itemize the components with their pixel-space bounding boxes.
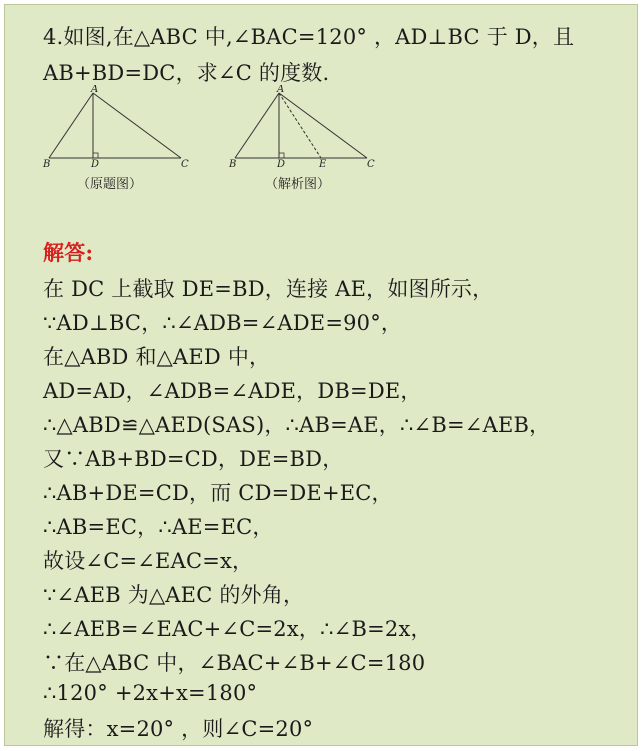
segment-ac [93,93,181,158]
solution-line: 在 DC 上截取 DE=BD，连接 AE，如图所示， [43,277,494,301]
problem-line-1: 4.如图,在△ABC 中,∠BAC=120° ，AD⊥BC 于 D，且 [43,25,575,49]
problem-line-2: AB+BD=DC，求∠C 的度数. [43,61,330,85]
analysis-triangle-figure [227,85,387,170]
point-label-b: B [229,159,237,170]
solution-line: AD=AD，∠ADB=∠ADE，DB=DE， [43,379,422,403]
point-label-d: D [91,159,100,170]
solution-heading: 解答: [43,240,94,265]
point-label-c: C [367,159,375,170]
solution-line: ∵∠AEB 为△AEC 的外角， [43,583,305,607]
segment-ab [235,93,279,158]
original-triangle-figure [41,85,201,170]
segment-ab [49,93,93,158]
point-label-d: D [277,159,286,170]
point-label-a: A [277,85,285,95]
segment-ac [279,93,367,158]
analysis-figure-caption: （解析图） [265,177,331,192]
solution-line: ∴AB=EC，∴AE=EC， [43,515,274,539]
solution-line: 解得：x=20° ，则∠C=20° [43,717,314,741]
point-label-c: C [181,159,189,170]
segment-ae-dashed [279,93,321,158]
solution-line: 在△ABD 和△AED 中， [43,345,271,369]
solution-line: 又∵AB+BD=CD，DE=BD， [43,447,344,471]
solution-line: ∵AD⊥BC，∴∠ADB=∠ADE=90°， [43,311,403,335]
solution-line: ∴∠AEB=∠EAC+∠C=2x，∴∠B=2x， [43,617,432,641]
solution-line: ∵在△ABC 中，∠BAC+∠B+∠C=180 [43,651,426,675]
solution-line: ∴AB+DE=CD，而 CD=DE+EC， [43,481,393,505]
point-label-b: B [43,159,51,170]
solution-line: ∴△ABD≌△AED(SAS)，∴AB=AE，∴∠B=∠AEB， [43,413,551,437]
problem-card [4,4,638,746]
original-figure-caption: （原题图） [77,177,143,192]
right-angle-mark [279,153,284,158]
solution-line: ∴120° +2x+x=180° [43,681,258,705]
point-label-a: A [91,85,99,95]
solution-line: 故设∠C=∠EAC=x， [43,549,254,573]
point-label-e: E [319,159,327,170]
right-angle-mark [93,153,98,158]
